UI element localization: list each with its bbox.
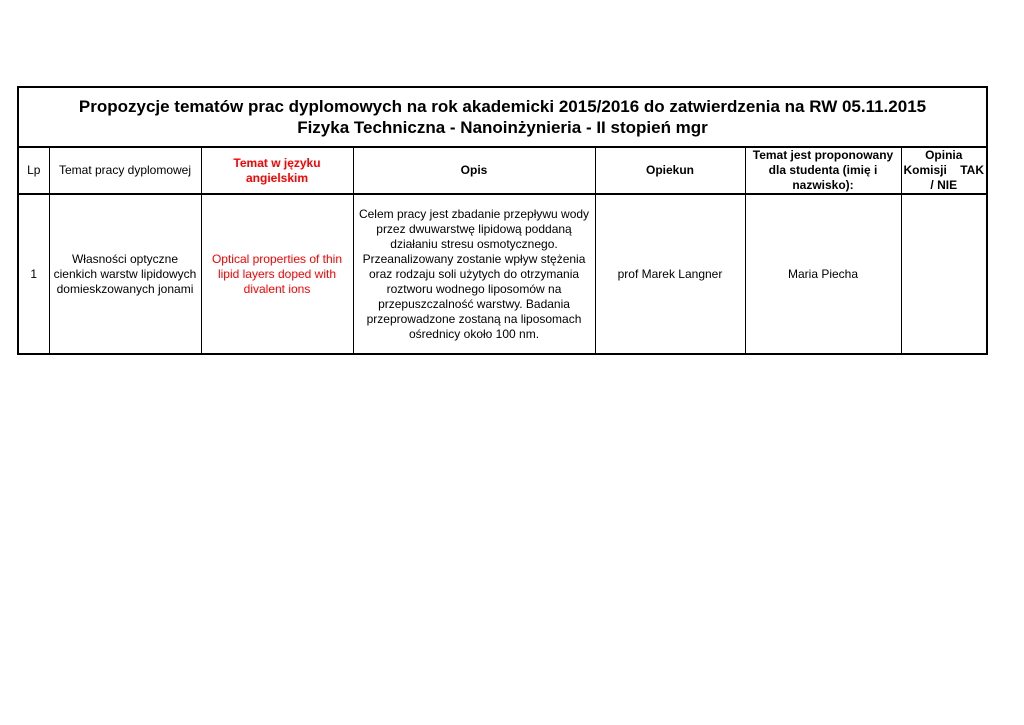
header-opinion-yes: TAK <box>960 163 984 177</box>
header-supervisor: Opiekun <box>595 148 745 194</box>
topics-table <box>19 148 986 353</box>
cell-lp: 1 <box>19 194 49 353</box>
header-description: Opis <box>353 148 595 194</box>
proposal-sheet <box>17 86 988 355</box>
cell-supervisor: prof Marek Langner <box>595 194 745 353</box>
cell-topic: Własności optyczne cienkich warstw lipidowych domieskzowanych jonami <box>49 194 201 353</box>
header-committee-opinion <box>901 148 986 194</box>
table-row <box>19 194 986 353</box>
header-opinion-line1: Opinia <box>925 148 963 162</box>
document-title: Propozycje tematów prac dyplomowych na rok akademicki 2015/2016 do zatwierdzenia na RW 05.11.2015 <box>78 97 927 116</box>
cell-committee-opinion <box>901 194 986 353</box>
header-opinion-committee: Komisji <box>903 163 947 177</box>
cell-topic-english: Optical properties of thin lipid layers doped with divalent ions <box>201 194 353 353</box>
header-proposed-student: Temat jest proponowany dla studenta (imię i nazwisko): <box>745 148 901 194</box>
header-opinion-line2 <box>904 163 985 178</box>
document-title-block <box>19 88 986 148</box>
header-topic-english: Temat w języku angielskim <box>201 148 353 194</box>
table-header-row <box>19 148 986 194</box>
document-subtitle: Fizyka Techniczna - Nanoinżynieria - II stopień mgr <box>297 118 708 137</box>
header-topic: Temat pracy dyplomowej <box>49 148 201 194</box>
cell-proposed-student: Maria Piecha <box>745 194 901 353</box>
header-opinion-line3: / NIE <box>930 178 958 192</box>
cell-description: Celem pracy jest zbadanie przepływu wody przez dwuwarstwę lipidową poddaną działaniu stresu osmotycznego. Przeanalizowany zostanie wpływ stężenia oraz rodzaju soli użytych do otrzymania roztworu wodnego liposomów na przepuszczalność warstwy. Badania przeprowadzone zostaną na liposomach ośrednicy około 100 nm. <box>353 194 595 353</box>
header-lp: Lp <box>19 148 49 194</box>
